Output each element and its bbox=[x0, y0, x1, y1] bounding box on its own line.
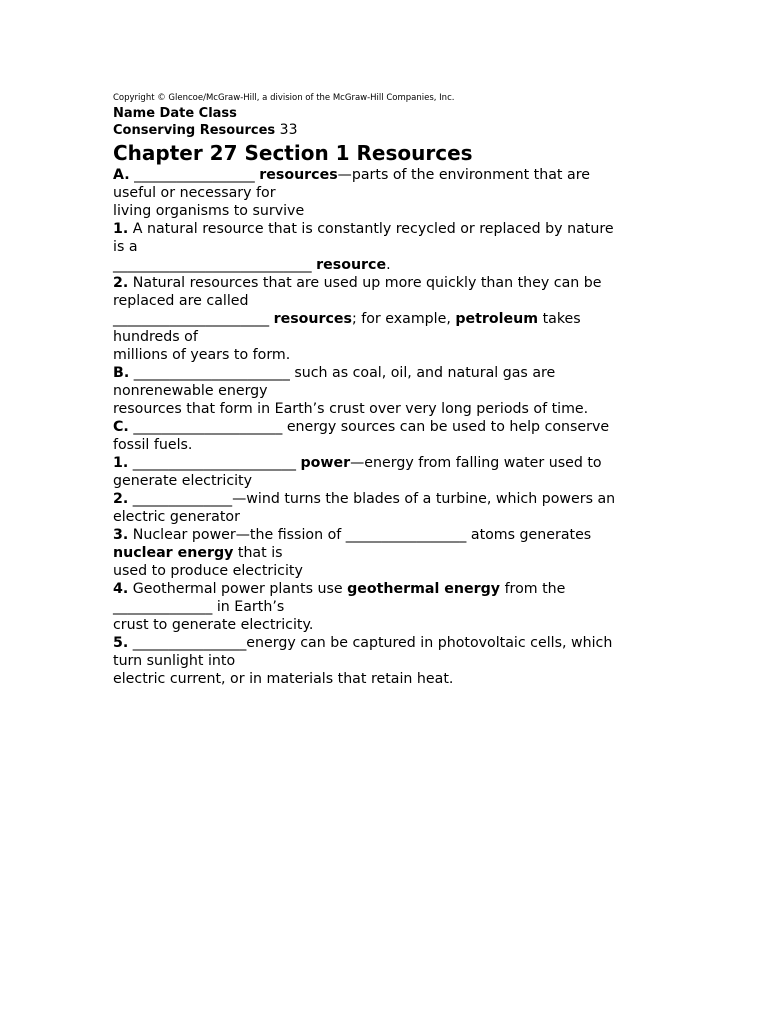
outline-c5-blank[interactable]: ________________ bbox=[132, 635, 247, 651]
outline-a1-line-3 bbox=[113, 256, 658, 274]
copyright-notice: Copyright © Glencoe/McGraw-Hill, a division of the McGraw-Hill Companies, Inc. bbox=[113, 93, 455, 103]
outline-c1-line-1 bbox=[113, 454, 658, 472]
outline-a1-line-2: is a bbox=[113, 239, 138, 255]
outline-c3-text: Nuclear power—the fission of bbox=[132, 527, 342, 543]
outline-c1-blank[interactable]: _______________________ bbox=[132, 455, 296, 471]
outline-a2-blank[interactable]: ______________________ bbox=[113, 311, 270, 327]
outline-b-marker: B. bbox=[113, 365, 130, 381]
outline-c-line-2: fossil fuels. bbox=[113, 437, 193, 453]
outline-c4-text-2: from the bbox=[504, 581, 566, 597]
outline-c3-text-3: that is bbox=[237, 545, 283, 561]
outline-a1-blank[interactable]: ____________________________ bbox=[113, 257, 312, 273]
outline-a2-line-2: replaced are called bbox=[113, 293, 249, 309]
outline-c3-marker: 3. bbox=[113, 527, 129, 543]
section-label-line bbox=[113, 122, 658, 139]
outline-c4-text: Geothermal power plants use bbox=[132, 581, 343, 597]
outline-a2-line-1 bbox=[113, 274, 658, 292]
outline-c2-text: —wind turns the blades of a turbine, which powers an bbox=[232, 491, 616, 507]
outline-a2-line-3 bbox=[113, 310, 658, 328]
outline-a2-line-5: millions of years to form. bbox=[113, 347, 291, 363]
outline-c1-marker: 1. bbox=[113, 455, 129, 471]
outline-c1-term: power bbox=[300, 455, 351, 471]
outline-c3-text-2: atoms generates bbox=[470, 527, 592, 543]
section-label: Conserving Resources bbox=[113, 123, 276, 138]
outline-b-line-1 bbox=[113, 364, 658, 382]
outline-a1-punct: . bbox=[386, 257, 391, 273]
outline-c3-blank[interactable]: _________________ bbox=[345, 527, 467, 543]
outline-c2-marker: 2. bbox=[113, 491, 129, 507]
outline-a2-text: Natural resources that are used up more quickly than they can be bbox=[132, 275, 602, 291]
outline-a1-line-1 bbox=[113, 220, 658, 238]
outline-c3-line-2 bbox=[113, 544, 658, 562]
outline-c-line-1 bbox=[113, 418, 658, 436]
outline-c2-line-1 bbox=[113, 490, 658, 508]
outline-c4-line-2 bbox=[113, 598, 658, 616]
outline-c4-line-1 bbox=[113, 580, 658, 598]
outline-c5-marker: 5. bbox=[113, 635, 129, 651]
outline-c-marker: C. bbox=[113, 419, 129, 435]
outline-c5-line-2: turn sunlight into bbox=[113, 653, 236, 669]
outline-c2-line-2: electric generator bbox=[113, 509, 240, 525]
outline-c1-line-2: generate electricity bbox=[113, 473, 253, 489]
outline-c4-term: geothermal energy bbox=[347, 581, 501, 597]
name-date-class-line: Name Date Class bbox=[113, 106, 237, 121]
outline-c-blank[interactable]: _____________________ bbox=[133, 419, 283, 435]
outline-a-blank[interactable]: _________________ bbox=[134, 167, 255, 183]
outline-c4-text-3: in Earth’s bbox=[216, 599, 285, 615]
outline-a2-marker: 2. bbox=[113, 275, 129, 291]
page-number: 33 bbox=[279, 122, 298, 138]
outline-c5-line-3: electric current, or in materials that retain heat. bbox=[113, 671, 454, 687]
outline-b-line-3: resources that form in Earth’s crust over very long periods of time. bbox=[113, 401, 589, 417]
outline-a-line-1 bbox=[113, 166, 658, 184]
outline-b-text: such as coal, oil, and natural gas are bbox=[294, 365, 556, 381]
outline-c5-line-1 bbox=[113, 634, 658, 652]
outline-a-line-2: useful or necessary for bbox=[113, 185, 276, 201]
outline-a2-term: resources bbox=[273, 311, 352, 327]
outline-c4-line-3: crust to generate electricity. bbox=[113, 617, 314, 633]
outline-c2-blank[interactable]: ______________ bbox=[132, 491, 233, 507]
outline-a2-tail: takes bbox=[542, 311, 581, 327]
outline-a2-mid: ; for example, bbox=[351, 311, 451, 327]
outline-a-text: —parts of the environment that are bbox=[337, 167, 590, 183]
outline-c3-line-3: used to produce electricity bbox=[113, 563, 303, 579]
outline-c-text: energy sources can be used to help conserve bbox=[286, 419, 610, 435]
outline-a2-line-4: hundreds of bbox=[113, 329, 198, 345]
outline-a1-text: A natural resource that is constantly recycled or replaced by nature bbox=[132, 221, 614, 237]
outline-b-blank[interactable]: ______________________ bbox=[133, 365, 290, 381]
outline-b-line-2: nonrenewable energy bbox=[113, 383, 268, 399]
outline-c4-blank[interactable]: ______________ bbox=[113, 599, 213, 615]
outline-c5-text: energy can be captured in photovoltaic cells, which bbox=[246, 635, 613, 651]
outline-a-term: resources bbox=[259, 167, 338, 183]
outline-a1-marker: 1. bbox=[113, 221, 129, 237]
outline-a2-term2: petroleum bbox=[455, 311, 539, 327]
outline-c3-line-1 bbox=[113, 526, 658, 544]
page-title: Chapter 27 Section 1 Resources bbox=[113, 141, 473, 165]
outline-c3-term: nuclear energy bbox=[113, 545, 234, 561]
outline-c4-marker: 4. bbox=[113, 581, 129, 597]
outline-a1-term: resource bbox=[316, 257, 387, 273]
outline-a-marker: A. bbox=[113, 167, 130, 183]
outline-a-line-3: living organisms to survive bbox=[113, 203, 305, 219]
worksheet-content bbox=[113, 93, 658, 688]
outline-c1-text: —energy from falling water used to bbox=[350, 455, 602, 471]
